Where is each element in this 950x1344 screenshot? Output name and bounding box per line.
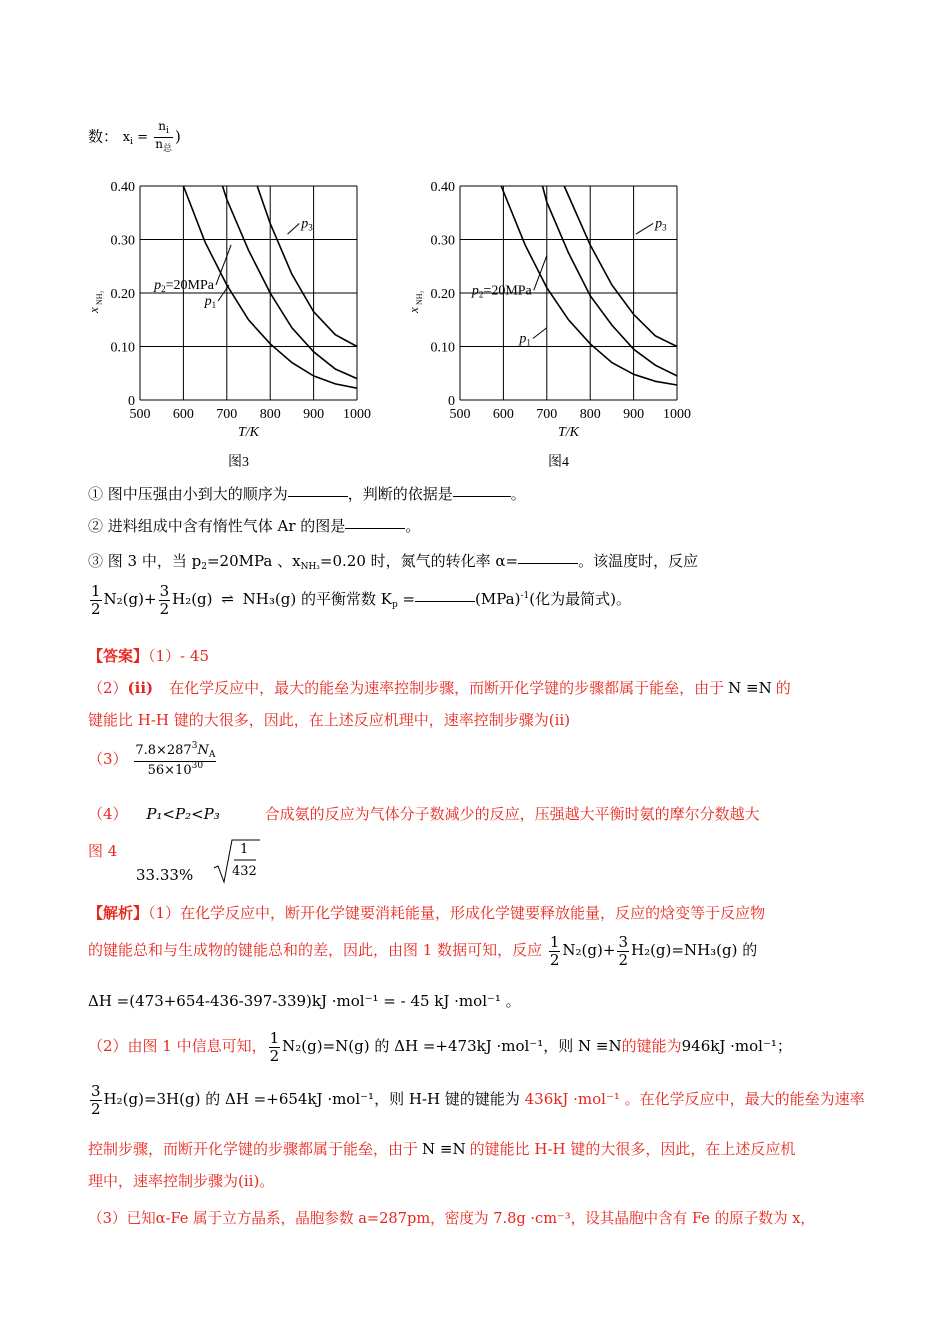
y-axis-label-sub: NH₃ [415,290,424,305]
x-tick-label: 900 [623,407,645,422]
y-tick-label: 0.40 [110,180,135,195]
chart-caption: 图3 [228,455,249,470]
chart-caption: 图4 [548,455,569,470]
x-axis-label: T/K [237,425,260,440]
series-line-p3 [564,186,677,347]
chart-figure-3 [80,170,380,470]
answer-line-1: 【答案】（1）- 45 [88,647,209,665]
question-3: ③ 图 3 中，当 $p_2=20MPa$ 、$x_{NH_3}=0.20$ 时，氮气的转化率 α= 。该温度时，反应 [88,552,699,572]
analysis-p1-l2: 的键能总和与生成物的键能总和的差，因此，由图 1 数据可知，反应 $\frac{1}{2}$ N₂(g)+ $\frac{3}{2}$ H₂(g)=NH₃(g) 的 [88,933,758,969]
answer-line-6: 图 4 [88,842,118,860]
y-tick-label: 0.20 [430,287,455,302]
series-label-p3: $p_3$ [655,216,667,233]
series-label-p1: $p_1$ [519,331,531,348]
header-formula: 数： $x_i$ = $\frac{n_i}{n_总}$ ) [88,119,181,154]
x-tick-label: 900 [303,407,325,422]
header-fraction: $\frac{n_i}{n_总}$ [155,119,172,154]
answer-line-2: （2）(ii) 在化学反应中，最大的能垒为速率控制步骤，而断开化学键的步骤都属于能垒，由于 N ≡N 的 [88,679,791,697]
answer-line-3: 键能比 H-H 键的大很多，因此，在上述反应机理中，速率控制步骤为(ii) [88,711,571,729]
chart-figure-4 [400,170,700,470]
series-label-p1-leader [533,328,547,339]
analysis-p2-l4: 理中，速率控制步骤为(ii)。 [88,1172,275,1190]
x-tick-label: 700 [536,407,558,422]
analysis-p3-l1: （3）已知α-Fe 属于立方晶系，晶胞参数 a=287pm，密度为 7.8g ·cm⁻³，设其晶胞中含有 Fe 的原子数为 x， [88,1210,816,1227]
y-tick-label: 0.40 [430,180,455,195]
x-tick-label: 800 [579,407,601,422]
analysis-p2-l2: $\frac{3}{2}$ H₂(g)=3H(g) 的 ΔH =+654kJ ·mol⁻¹，则 H-H 键的键能为 436kJ ·mol⁻¹ 。在化学反应中，最大的能垒为速率 [91,1082,865,1118]
fraction-half: $\frac{1}{2}$ [91,582,101,618]
header-lhs: $x_i$ = [122,130,153,148]
x-tick-label: 500 [449,407,471,422]
answer-line-5: （4） P₁<P₂<P₃ 合成氨的反应为气体分子数减少的反应，压强越大平衡时氨的摩尔分数越大 [88,805,760,823]
series-line-p2 [223,186,358,379]
fraction-three-halves: $\frac{3}{2}$ [159,582,170,618]
y-tick-label: 0 [448,394,455,409]
question-1: ① 图中压强由小到大的顺序为 ，判断的依据是 。 [88,485,526,503]
x-tick-label: 1000 [663,407,691,422]
y-tick-label: 0.10 [110,340,135,356]
answer-tag: 【答案】 [88,647,149,665]
series-label-p3-leader [288,223,300,234]
series-label-p2: $p_2=20MPa$ [471,283,532,300]
analysis-p1-l3: ΔH =(473+654-436-397-339)kJ ·mol⁻¹ = - 45 kJ ·mol⁻¹ 。 [88,992,521,1010]
answer-3-fraction: $\frac{7.8\times 287^3N_A}{56\times 10^{30}}$ [135,741,216,778]
series-label-p1: $p_1$ [204,294,217,311]
x-tick-label: 500 [129,407,151,422]
x-axis-label: T/K [557,425,580,440]
y-axis-label: x [406,307,421,313]
x-tick-label: 1000 [343,407,371,422]
x-tick-label: 600 [492,407,514,422]
answer-line-4: （3） $\frac{7.8\times 287^3N_A}{56\times 10^{30}}$ [88,741,216,778]
answer-line-6b: 33.33% [136,866,194,884]
question-2: ② 进料组成中含有惰性气体 Ar 的图是 。 [88,517,421,535]
y-tick-label: 0.20 [110,287,135,302]
analysis-tag: 【解析】 [88,904,149,922]
y-axis-label: x [86,307,101,313]
x-tick-label: 800 [259,407,281,422]
analysis-p2-l3: 控制步骤，而断开化学键的步骤都属于能垒，由于 N ≡N 的键能比 H-H 键的大很多，因此，在上述反应机 [88,1140,796,1158]
y-axis-label-sub: NH₃ [95,290,104,305]
x-tick-label: 700 [216,407,238,422]
analysis-p1-l1: 【解析】（1）在化学反应中，断开化学键要消耗能量，形成化学键要释放能量，反应的焓变等于反应物 [88,904,766,922]
x-tick-label: 600 [172,407,194,422]
header-label: 数： [88,127,119,146]
question-3-equation: $\frac{1}{2}$ N₂(g)+ $\frac{3}{2}$ H₂(g) ⇌ NH₃(g) 的平衡常数 $K_p = (MPa)^{-1}$(化为最简式)。 [91,582,631,618]
series-label-p3-leader [636,223,653,234]
y-tick-label: 0.10 [430,340,455,356]
series-line-p3 [257,186,357,347]
series-label-p2: $p_2=20MPa$ [154,277,214,294]
y-tick-label: 0.30 [430,233,455,249]
series-label-p3: $p_3$ [301,216,313,233]
analysis-p2-l1: （2）由图 1 中信息可知， $\frac{1}{2}$ N₂(g)=N(g) 的 ΔH =+473kJ ·mol⁻¹，则 N ≡N的键能为946kJ ·mol⁻¹； [88,1029,792,1065]
y-tick-label: 0.30 [110,233,135,249]
y-tick-label: 0 [128,394,135,409]
